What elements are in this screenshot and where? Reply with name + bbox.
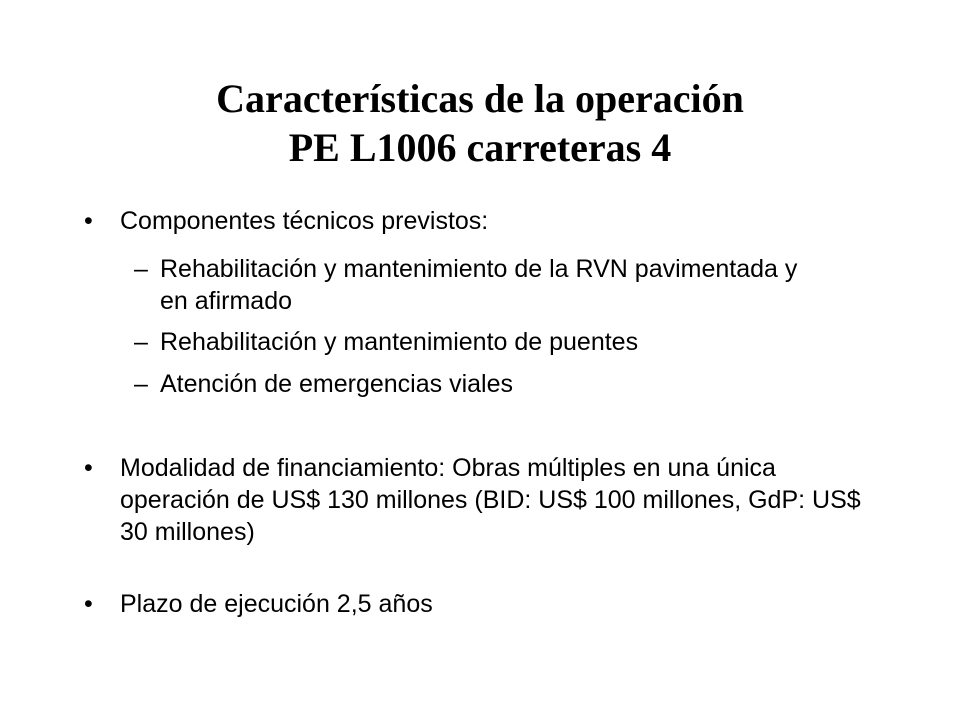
subitem-text: Atención de emergencias viales bbox=[160, 370, 513, 398]
bullet-text: Componentes técnicos previstos: bbox=[120, 207, 489, 235]
bullet-marker: • bbox=[84, 590, 93, 618]
title-line-1: Características de la operación bbox=[216, 76, 744, 121]
slide-title bbox=[0, 74, 960, 172]
dash-marker: – bbox=[134, 255, 148, 283]
bullet-text: Modalidad de financiamiento: Obras múltiples en una única operación de US$ 130 millones (BID: US$ 100 millones, GdP: US$ 30 millones) bbox=[120, 454, 861, 546]
bullet-text: Plazo de ejecución 2,5 años bbox=[120, 590, 433, 618]
subitem-text: Rehabilitación y mantenimiento de puentes bbox=[160, 328, 639, 356]
dash-marker: – bbox=[134, 370, 148, 398]
bullet-marker: • bbox=[84, 207, 93, 235]
dash-marker: – bbox=[134, 328, 148, 356]
title-line-2: PE L1006 carreteras 4 bbox=[288, 125, 672, 170]
bullet-marker: • bbox=[84, 454, 93, 482]
subitem-text: Rehabilitación y mantenimiento de la RVN pavimentada y en afirmado bbox=[160, 255, 798, 315]
